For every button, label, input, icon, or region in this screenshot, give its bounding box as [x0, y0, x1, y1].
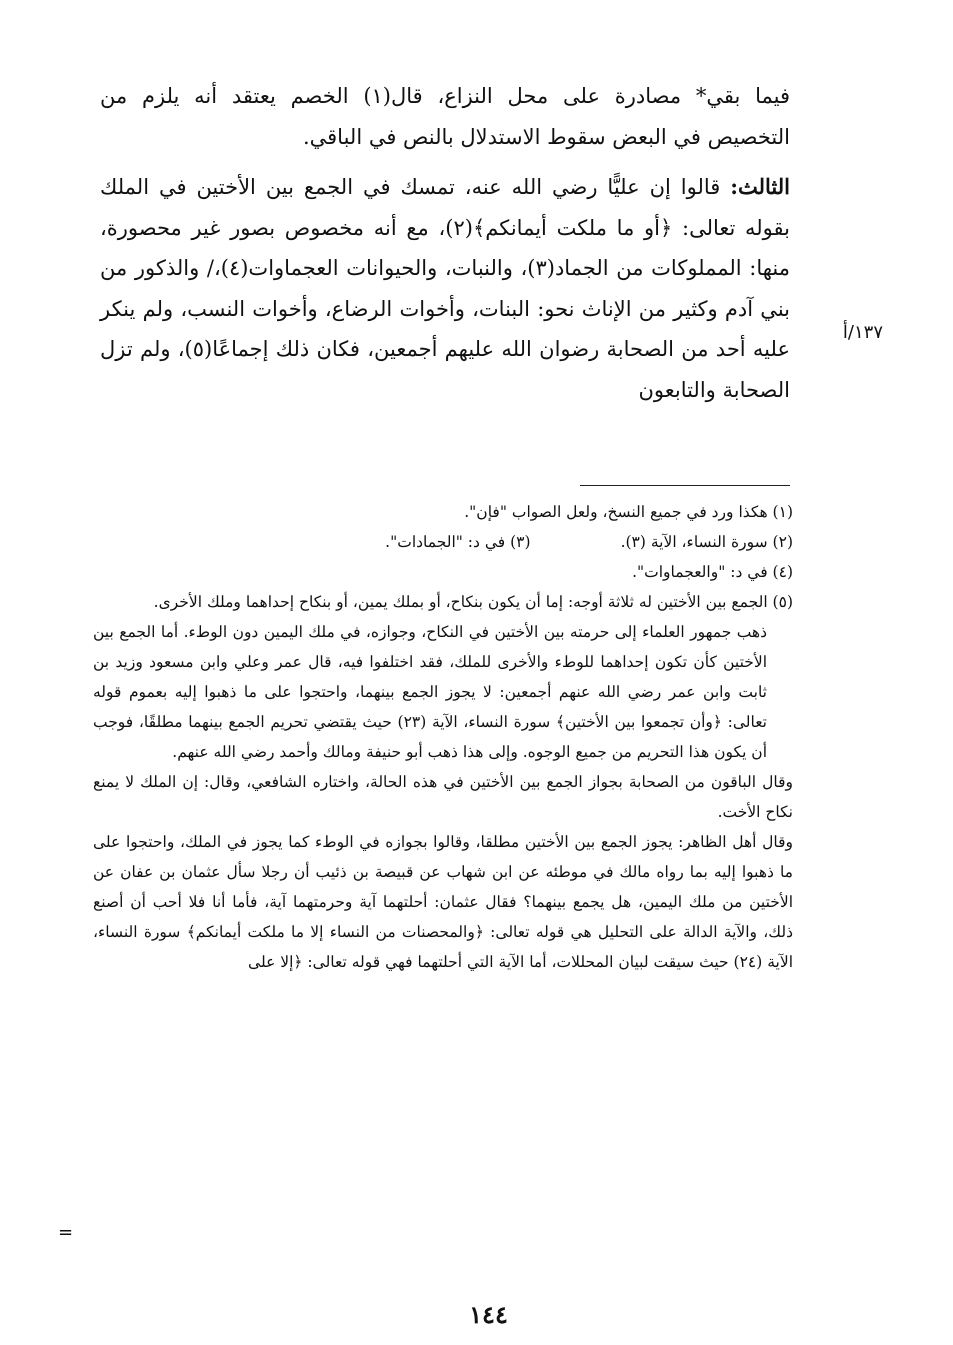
main-text-block: [100, 76, 790, 420]
margin-folio-reference: ١٣٧/أ: [842, 322, 883, 343]
footnote-5-para-4: وقال أهل الظاهر: يجوز الجمع بين الأختين مطلقا، وقالوا بجوازه في الوطء كما يجوز في الملك، واحتجوا على ما ذهبوا إليه بما رواه مالك في موطئه عن ابن شهاب عن قبيصة بن ذئيب أن رجلا سأل عثمان بن عفان عن الأختين من ملك اليمين، هل يجمع بينهما؟ فقال عثمان: أحلتهما آية وحرمتهما آية، فأما أنا فلا أحب أن أصنع ذلك، والآية الدالة على التحليل هي قوله تعالى: ﴿والمحصنات من النساء إلا ما ملكت أيمانكم﴾ سورة النساء، الآية (٢٤) حيث سيقت لبيان المحللات، أما الآية التي أحلتهما فهي قوله تعالى: ﴿إلا على: [93, 833, 793, 971]
footnote-5-intro: (٥) الجمع بين الأختين له ثلاثة أوجه: إما أن يكون بنكاح، أو بملك يمين، أو بنكاح إحداهما وملك الأخرى.: [153, 593, 793, 611]
main-paragraph-1: فيما بقي* مصادرة على محل النزاع، قال(١) الخصم يعتقد أنه يلزم من التخصيص في البعض سقوط الاستدلال بالنص في الباقي.: [100, 84, 791, 149]
footnote-divider: [580, 485, 790, 486]
main-paragraph-2: [100, 167, 790, 410]
footnote-5: [93, 587, 793, 977]
footnote-row-2-3: [93, 527, 793, 557]
footnote-2: (٢) سورة النساء، الآية (٣).: [620, 533, 793, 551]
footnotes-block: [93, 497, 793, 977]
footnote-1: (١) هكذا ورد في جميع النسخ، ولعل الصواب "فإن".: [464, 503, 793, 521]
footnote-5-para-3: وقال الباقون من الصحابة بجواز الجمع بين الأختين في هذه الحالة، واختاره الشافعي، وقال: إن الملك لا يمنع نكاح الأخت.: [93, 773, 793, 821]
footnote-3: (٣) في د: "الجمادات".: [385, 533, 531, 551]
page-number-text: ١٤٤: [469, 1300, 508, 1329]
footnote-4: (٤) في د: "والعجماوات".: [632, 563, 793, 581]
page-number: [0, 1300, 953, 1329]
paragraph-2-body: قالوا إن عليًّا رضي الله عنه، تمسك في الجمع بين الأختين في الملك بقوله تعالى: ﴿أو ما ملكت أيمانكم﴾(٢)، مع أنه مخصوص بصور غير محصورة، منها: المملوكات من الجماد(٣)، والنبات، والحيوانات العجماوات(٤)،/ والذكور من بني آدم وكثير من الإناث نحو: البنات، وأخوات الرضاع، وأخوات النسب، ولم ينكر عليه أحد من الصحابة رضوان الله عليهم أجمعين، فكان ذلك إجماعًا(٥)، ولم تزل الصحابة والتابعون: [100, 175, 791, 402]
footnote-5-para-2: ذهب جمهور العلماء إلى حرمته بين الأختين في النكاح، وجوازه، في ملك اليمين دون الوطء. أما الجمع بين الأختين كأن تكون إحداهما للوطء والأخرى للملك، فقد اختلفوا فيه، قال عمر وعلي وابن مسعود وزيد بن ثابت وابن عمر رضي الله عنهم أجمعين: لا يجوز الجمع بينهما، واحتجوا على ما ذهبوا إليه بعموم قوله تعالى: ﴿وأن تجمعوا بين الأختين﴾ سورة النساء، الآية (٢٣) حيث يقتضي تحريم الجمع بينهما مطلقًا، فوجب أن يكون هذا التحريم من جميع الوجوه. وإلى هذا ذهب أبو حنيفة ومالك وأحمد رضي الله عنهم.: [93, 623, 768, 761]
paragraph-lead-word: الثالث:: [730, 174, 790, 199]
continuation-mark: =: [58, 1222, 74, 1243]
